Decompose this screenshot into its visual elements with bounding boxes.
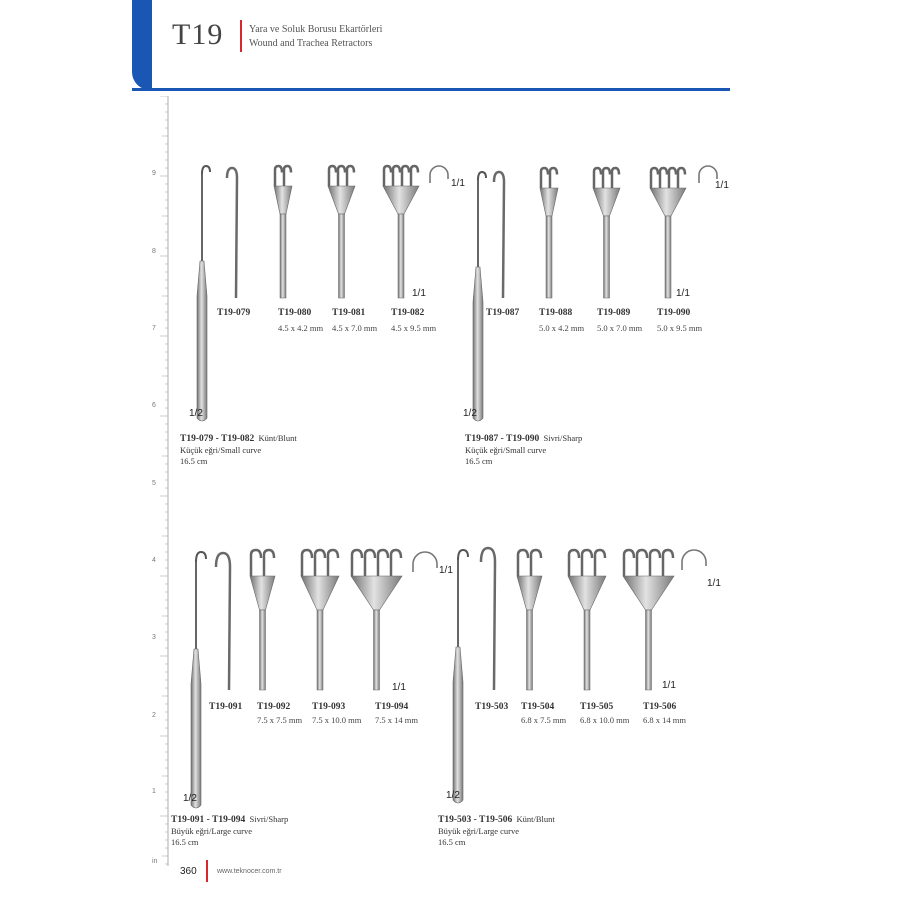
item-code: T19-506 (643, 702, 677, 712)
group-range: T19-091 - T19-094 (171, 815, 246, 825)
hook-tip-drawing (478, 172, 486, 180)
ruler-label: 5 (152, 480, 156, 487)
rake-shaft-drawing (604, 216, 610, 298)
rake-prong-drawing (663, 550, 673, 576)
item-size: 4.5 x 7.0 mm (332, 323, 378, 333)
hook-tip-drawing (458, 550, 468, 560)
hook-tip-drawing (196, 552, 206, 562)
scale-label: 1/1 (439, 565, 453, 576)
item-size: 7.5 x 10.0 mm (312, 715, 362, 725)
rake-prong-drawing (378, 550, 388, 576)
hook-profile-drawing (430, 166, 448, 183)
rake-prong-drawing (624, 550, 634, 576)
item-code: T19-092 (257, 702, 291, 712)
rake-prong-drawing (275, 166, 282, 186)
hook-profile-drawing (682, 550, 706, 570)
group-curve: Küçük eğri/Small curve (180, 445, 262, 455)
rake-prong-drawing (603, 168, 610, 188)
rake-prong-drawing (328, 550, 338, 576)
rake-shaft-drawing (646, 610, 652, 690)
rake-prong-drawing (531, 550, 541, 576)
item-size: 6.8 x 10.0 mm (580, 715, 630, 725)
rake-shaft-drawing (665, 216, 671, 298)
rake-shaft-drawing (260, 610, 266, 690)
section-title-en: Wound and Trachea Retractors (249, 38, 373, 49)
rake-prong-drawing (594, 168, 601, 188)
rake-prong-drawing (384, 166, 391, 186)
rake-shaft-drawing (527, 610, 533, 690)
rake-prong-drawing (347, 166, 354, 186)
scale-label: 1/1 (412, 288, 426, 299)
scale-label: 1/1 (676, 288, 690, 299)
item-size: 4.5 x 9.5 mm (391, 323, 437, 333)
group-tip: Sivri/Sharp (543, 433, 583, 443)
rake-shaft-drawing (398, 214, 404, 298)
scale-label: 1/2 (463, 408, 477, 419)
rake-body-drawing (250, 576, 275, 610)
rake-prong-drawing (660, 168, 667, 188)
rake-shaft-drawing (584, 610, 590, 690)
rake-prong-drawing (284, 166, 291, 186)
rake-prong-drawing (391, 550, 401, 576)
handle-drawing (453, 647, 463, 803)
rake-shaft-drawing (374, 610, 380, 690)
ruler-label: 9 (152, 170, 156, 177)
group-caption (180, 433, 297, 467)
rake-body-drawing (351, 576, 402, 610)
hook-profile-drawing (413, 552, 437, 572)
rake-prong-drawing (402, 166, 409, 186)
item-code: T19-080 (278, 308, 312, 318)
item-size: 5.0 x 4.2 mm (539, 323, 585, 333)
item-code: T19-094 (375, 702, 409, 712)
rake-prong-drawing (393, 166, 400, 186)
group-tip: Künt/Blunt (516, 814, 555, 824)
scale-label: 1/2 (446, 790, 460, 801)
rake-prong-drawing (302, 550, 312, 576)
rake-prong-drawing (411, 166, 418, 186)
rake-prong-drawing (251, 550, 261, 576)
group-range: T19-079 - T19-082 (180, 434, 255, 444)
rake-prong-drawing (582, 550, 592, 576)
hook-detail-drawing (481, 548, 495, 690)
group-length: 16.5 cm (171, 837, 199, 847)
item-code: T19-089 (597, 308, 631, 318)
group-curve: Küçük eğri/Small curve (465, 445, 547, 455)
item-code: T19-093 (312, 702, 346, 712)
item-code: T19-081 (332, 308, 366, 318)
rake-shaft-drawing (546, 216, 552, 298)
rake-prong-drawing (650, 550, 660, 576)
ruler-label: 1 (152, 788, 156, 795)
group-range: T19-503 - T19-506 (438, 815, 513, 825)
ruler-label: 4 (152, 557, 156, 564)
rake-prong-drawing (365, 550, 375, 576)
scale-label: 1/1 (662, 680, 676, 691)
rake-prong-drawing (637, 550, 647, 576)
rake-shaft-drawing (339, 214, 345, 298)
rake-body-drawing (623, 576, 674, 610)
item-code: T19-090 (657, 308, 691, 318)
scale-label: 1/2 (189, 408, 203, 419)
rake-prong-drawing (550, 168, 557, 188)
item-code: T19-087 (486, 308, 520, 318)
ruler-unit: in (152, 858, 158, 865)
group-tip: Sivri/Sharp (249, 814, 289, 824)
hook-detail-drawing (216, 553, 230, 690)
rake-shaft-drawing (280, 214, 286, 298)
group-range: T19-087 - T19-090 (465, 434, 540, 444)
item-code: T19-504 (521, 702, 555, 712)
scale-label: 1/2 (183, 793, 197, 804)
item-code: T19-082 (391, 308, 425, 318)
item-code: T19-503 (475, 702, 509, 712)
item-size: 7.5 x 7.5 mm (257, 715, 303, 725)
rake-prong-drawing (329, 166, 336, 186)
handle-drawing (197, 261, 207, 421)
hook-tip-drawing (202, 166, 210, 174)
group-length: 16.5 cm (438, 837, 466, 847)
rake-body-drawing (568, 576, 606, 610)
rake-prong-drawing (651, 168, 658, 188)
rake-prong-drawing (315, 550, 325, 576)
rake-body-drawing (650, 188, 686, 216)
item-size: 6.8 x 14 mm (643, 715, 686, 725)
item-code: T19-079 (217, 308, 251, 318)
rake-prong-drawing (352, 550, 362, 576)
rake-shaft-drawing (317, 610, 323, 690)
ruler-label: 8 (152, 248, 156, 255)
page-number: 360 (180, 866, 197, 877)
item-code: T19-091 (209, 702, 243, 712)
section-code: T19 (172, 18, 224, 51)
rake-prong-drawing (541, 168, 548, 188)
item-size: 5.0 x 7.0 mm (597, 323, 643, 333)
ruler-label: 2 (152, 712, 156, 719)
rake-body-drawing (540, 188, 558, 216)
ruler-label: 6 (152, 402, 156, 409)
rake-prong-drawing (595, 550, 605, 576)
scale-label: 1/1 (392, 682, 406, 693)
rake-prong-drawing (264, 550, 274, 576)
item-size: 7.5 x 14 mm (375, 715, 418, 725)
item-size: 6.8 x 7.5 mm (521, 715, 567, 725)
item-size: 5.0 x 9.5 mm (657, 323, 703, 333)
group-curve: Büyük eğri/Large curve (438, 826, 520, 836)
group-caption (465, 433, 582, 467)
rake-body-drawing (517, 576, 542, 610)
hook-detail-drawing (494, 172, 504, 298)
rake-body-drawing (274, 186, 292, 214)
ruler-label: 3 (152, 634, 156, 641)
footer-url[interactable]: www.teknocer.com.tr (217, 868, 282, 875)
group-length: 16.5 cm (465, 456, 493, 466)
handle-drawing (473, 267, 483, 421)
rake-prong-drawing (569, 550, 579, 576)
footer-separator (206, 860, 208, 882)
group-length: 16.5 cm (180, 456, 208, 466)
rake-body-drawing (593, 188, 620, 216)
rake-prong-drawing (612, 168, 619, 188)
item-size: 4.5 x 4.2 mm (278, 323, 324, 333)
rake-body-drawing (383, 186, 419, 214)
group-caption (171, 814, 288, 848)
rake-prong-drawing (518, 550, 528, 576)
handle-drawing (191, 649, 201, 808)
rake-prong-drawing (678, 168, 685, 188)
rake-body-drawing (328, 186, 355, 214)
rake-prong-drawing (338, 166, 345, 186)
rake-body-drawing (301, 576, 339, 610)
group-tip: Künt/Blunt (258, 433, 297, 443)
item-code: T19-505 (580, 702, 614, 712)
hook-detail-drawing (227, 168, 237, 298)
scale-label: 1/1 (451, 178, 465, 189)
rake-prong-drawing (669, 168, 676, 188)
group-caption (438, 814, 555, 848)
group-curve: Büyük eğri/Large curve (171, 826, 253, 836)
item-code: T19-088 (539, 308, 573, 318)
ruler-label: 7 (152, 325, 156, 332)
scale-label: 1/1 (707, 578, 721, 589)
scale-label: 1/1 (715, 180, 729, 191)
section-title-tr: Yara ve Soluk Borusu Ekartörleri (249, 24, 383, 35)
